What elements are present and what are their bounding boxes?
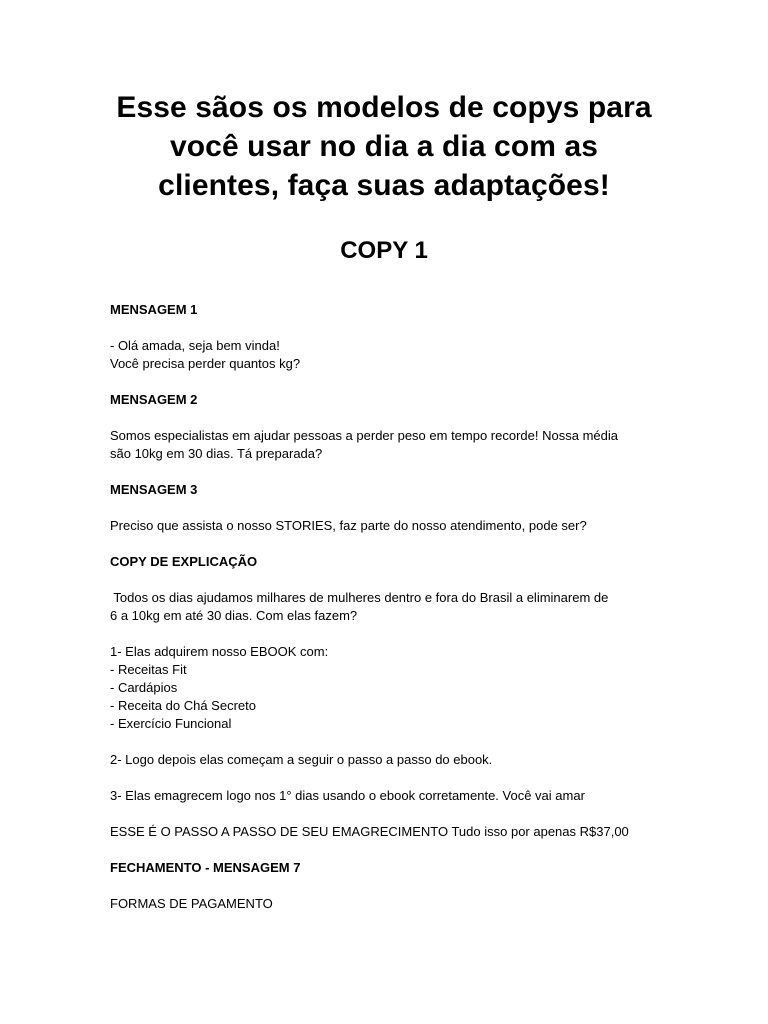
text-line: Somos especialistas em ajudar pessoas a perder peso em tempo recorde! Nossa média [110,428,618,443]
copy-heading: COPY 1 [340,237,428,264]
mensagem-2-heading: MENSAGEM 2 [110,392,198,407]
list-item: - Receitas Fit [110,662,187,677]
ebook-list [110,643,658,733]
mensagem-1-heading: MENSAGEM 1 [110,302,198,317]
step-1-text: 1- Elas adquirem nosso EBOOK com: [110,644,329,659]
explicacao-heading: COPY DE EXPLICAÇÃO [110,554,258,569]
mensagem-3-heading: MENSAGEM 3 [110,482,198,497]
summary-text: ESSE É O PASSO A PASSO DE SEU EMAGRECIMENTO Tudo isso por apenas R$37,00 [110,824,629,839]
document-title: Esse sãos os modelos de copys para você usar no dia a dia com as clientes, faça suas adaptações! [116,91,652,202]
text-line: 6 a 10kg em até 30 dias. Com elas fazem? [110,608,358,623]
list-item: - Receita do Chá Secreto [110,698,256,713]
text-line: Preciso que assista o nosso STORIES, faz parte do nosso atendimento, pode ser? [110,518,587,533]
text-line: são 10kg em 30 dias. Tá preparada? [110,446,323,461]
mensagem-2-text [110,427,658,463]
list-item: - Exercício Funcional [110,716,232,731]
text-line: Todos os dias ajudamos milhares de mulheres dentro e fora do Brasil a eliminarem de [110,590,609,605]
fechamento-heading: FECHAMENTO - MENSAGEM 7 [110,860,301,875]
mensagem-1-text [110,337,658,373]
step-2-text: 2- Logo depois elas começam a seguir o passo a passo do ebook. [110,752,493,767]
step-3-text: 3- Elas emagrecem logo nos 1° dias usando o ebook corretamente. Você vai amar [110,788,585,803]
text-line: Você precisa perder quantos kg? [110,356,301,371]
text-line: - Olá amada, seja bem vinda! [110,338,280,353]
list-item: - Cardápios [110,680,178,695]
explicacao-intro [110,589,658,625]
fechamento-text: FORMAS DE PAGAMENTO [110,896,273,911]
mensagem-3-text [110,517,658,535]
document-body [110,301,658,913]
